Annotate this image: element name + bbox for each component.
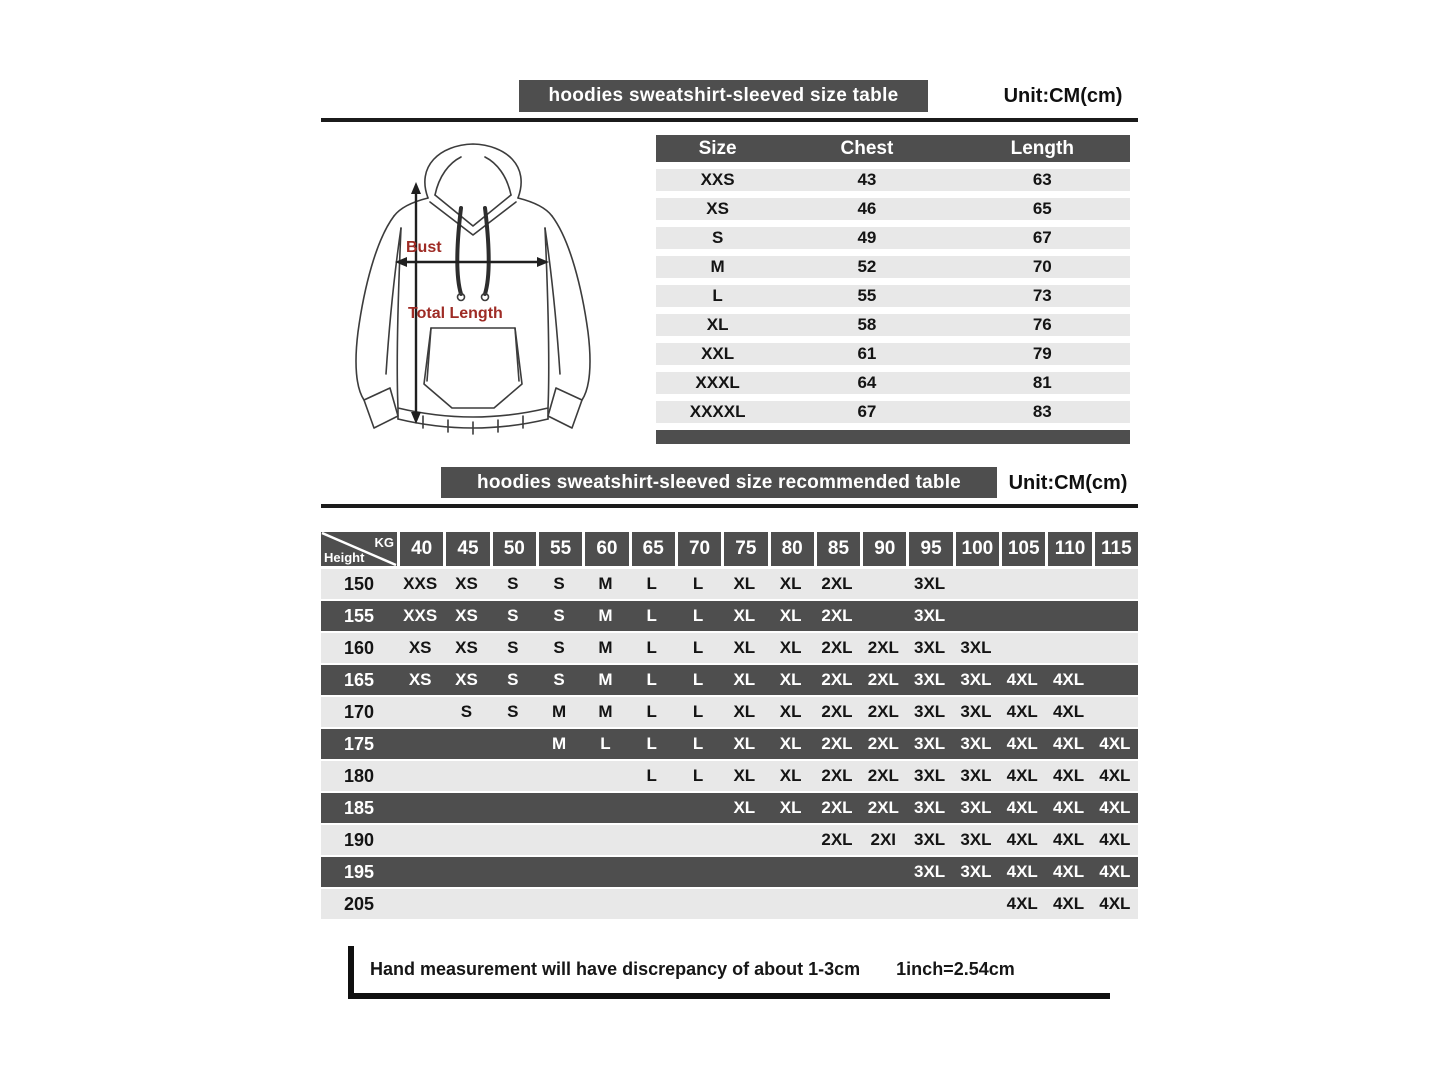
- matrix-row: [321, 825, 1138, 855]
- matrix-size-cell: L: [692, 766, 704, 785]
- matrix-size-cell: XL: [733, 798, 756, 817]
- matrix-size-cell: M: [598, 574, 613, 593]
- matrix-size-cell: L: [692, 574, 704, 593]
- matrix-size-cell: L: [692, 670, 704, 689]
- matrix-size-cell: L: [646, 734, 657, 753]
- matrix-size-cell: XXS: [403, 606, 438, 625]
- size-table-header-cell: Size: [698, 137, 737, 159]
- matrix-weight-header: 75: [724, 532, 767, 566]
- matrix-size-cell: S: [507, 638, 519, 657]
- size-table-cell: 76: [1032, 315, 1052, 334]
- matrix-size-cell: 3XL: [914, 606, 946, 625]
- matrix-weight-header: 45: [446, 532, 489, 566]
- total-length-label: Total Length: [408, 305, 503, 322]
- size-table-cell: 67: [1032, 228, 1052, 247]
- matrix-size-cell: 4XL: [1052, 702, 1085, 721]
- size-table-cell: XS: [706, 199, 729, 218]
- matrix-height-label: 205: [343, 893, 375, 914]
- matrix-size-cell: M: [552, 734, 567, 753]
- matrix-size-cell: 2XI: [870, 830, 897, 849]
- matrix-size-cell: S: [553, 670, 565, 689]
- matrix-size-cell: 3XL: [914, 638, 946, 657]
- size-table-cell: XXXL: [695, 373, 740, 392]
- size-table-footer-bar: [656, 430, 1130, 444]
- bust-label: Bust: [406, 239, 442, 256]
- matrix-size-cell: 4XL: [1099, 734, 1131, 753]
- matrix-size-cell: 4XL: [1052, 798, 1085, 817]
- matrix-size-cell: 2XL: [821, 606, 853, 625]
- matrix-row: [321, 729, 1138, 759]
- size-table-row: [656, 169, 1130, 191]
- matrix-size-cell: 4XL: [1052, 862, 1085, 881]
- matrix-size-cell: 3XL: [914, 702, 946, 721]
- size-table-cell: 64: [857, 373, 877, 392]
- matrix-corner-cell: [321, 532, 397, 566]
- matrix-size-cell: L: [646, 766, 657, 785]
- size-table-cell: 52: [857, 257, 877, 276]
- size-table-row: [656, 401, 1130, 423]
- pocket-outline: [424, 328, 522, 408]
- matrix-size-cell: L: [646, 670, 657, 689]
- size-table: [656, 135, 1130, 444]
- matrix-size-cell: XS: [455, 574, 478, 593]
- matrix-size-cell: 3XL: [914, 670, 946, 689]
- size-table-cell: XXS: [700, 170, 735, 189]
- matrix-height-label: 155: [343, 605, 375, 626]
- recommendation-matrix: [321, 532, 1138, 921]
- matrix-size-cell: M: [598, 638, 613, 657]
- divider-line-top: [321, 118, 1138, 122]
- matrix-size-cell: 4XL: [1006, 798, 1038, 817]
- matrix-size-cell: L: [692, 638, 704, 657]
- matrix-size-cell: XS: [455, 638, 478, 657]
- matrix-weight-header: 60: [585, 532, 628, 566]
- matrix-size-cell: 3XL: [960, 766, 992, 785]
- size-table-cell: 46: [857, 199, 877, 218]
- matrix-size-cell: 4XL: [1006, 894, 1038, 913]
- matrix-size-cell: L: [646, 702, 657, 721]
- matrix-weight-header: 95: [909, 532, 952, 566]
- matrix-size-cell: XL: [779, 798, 802, 817]
- size-table-cell: 43: [857, 170, 877, 189]
- matrix-size-cell: S: [507, 574, 519, 593]
- size-table-cell: 70: [1032, 257, 1052, 276]
- matrix-row: [321, 889, 1138, 919]
- matrix-size-cell: S: [553, 606, 565, 625]
- matrix-weight-header: 40: [400, 532, 443, 566]
- size-table-cell: XL: [706, 315, 729, 334]
- matrix-size-cell: L: [646, 638, 657, 657]
- size-table-cell: XXXXL: [689, 402, 746, 421]
- size-table-cell: 73: [1032, 286, 1052, 305]
- matrix-weight-header: 105: [1002, 532, 1045, 566]
- size-table-row: [656, 227, 1130, 249]
- matrix-size-cell: XL: [733, 702, 756, 721]
- size-table-row: [656, 314, 1130, 336]
- matrix-size-cell: 2XL: [821, 702, 853, 721]
- matrix-size-cell: 3XL: [914, 862, 946, 881]
- matrix-size-cell: 2XL: [821, 766, 853, 785]
- matrix-size-cell: S: [507, 702, 519, 721]
- matrix-size-cell: 2XL: [821, 638, 853, 657]
- matrix-height-label: 175: [343, 733, 375, 754]
- matrix-size-cell: 4XL: [1006, 766, 1038, 785]
- matrix-height-label: 160: [343, 637, 375, 658]
- size-table-cell: 58: [857, 315, 877, 334]
- hoodie-diagram: [328, 136, 618, 458]
- matrix-size-cell: 4XL: [1006, 830, 1038, 849]
- matrix-size-cell: L: [646, 606, 657, 625]
- matrix-size-cell: 4XL: [1099, 830, 1131, 849]
- matrix-size-cell: XL: [779, 734, 802, 753]
- total-length-arrow: [411, 182, 421, 424]
- matrix-size-cell: 3XL: [960, 830, 992, 849]
- size-table-cell: XXL: [701, 344, 735, 363]
- matrix-size-cell: XL: [779, 574, 802, 593]
- matrix-weight-header: 85: [817, 532, 860, 566]
- size-table-cell: 63: [1032, 170, 1052, 189]
- matrix-row: [321, 793, 1138, 823]
- matrix-size-cell: M: [598, 670, 613, 689]
- size-table-cell: M: [710, 257, 725, 276]
- matrix-body: [321, 569, 1138, 919]
- size-table-cell: 49: [857, 228, 877, 247]
- matrix-size-cell: 4XL: [1006, 670, 1038, 689]
- matrix-weight-header: 100: [956, 532, 999, 566]
- matrix-weight-header: 80: [771, 532, 814, 566]
- matrix-size-cell: 3XL: [914, 574, 946, 593]
- size-table-row: [656, 198, 1130, 220]
- matrix-size-cell: 3XL: [914, 734, 946, 753]
- matrix-weight-header: 70: [678, 532, 721, 566]
- matrix-size-cell: M: [598, 606, 613, 625]
- matrix-size-cell: 2XL: [867, 734, 899, 753]
- matrix-size-cell: 2XL: [821, 734, 853, 753]
- matrix-size-cell: S: [460, 702, 473, 721]
- matrix-height-label: 190: [343, 829, 375, 850]
- matrix-weight-header: 90: [863, 532, 906, 566]
- matrix-size-cell: XL: [779, 606, 802, 625]
- matrix-size-cell: 4XL: [1099, 798, 1131, 817]
- matrix-row: [321, 633, 1138, 663]
- matrix-size-cell: 2XL: [867, 702, 899, 721]
- divider-line-middle: [321, 504, 1138, 508]
- size-table-header-cell: Chest: [840, 137, 894, 159]
- svg-text:KG: KG: [374, 535, 394, 550]
- matrix-size-cell: XL: [733, 606, 756, 625]
- size-table-cell: 55: [857, 286, 877, 305]
- svg-text:Height: Height: [324, 550, 365, 565]
- size-table-cell: 81: [1032, 373, 1052, 392]
- hood-outline: [425, 144, 521, 198]
- matrix-size-cell: 2XL: [821, 798, 853, 817]
- size-table-row: [656, 372, 1130, 394]
- matrix-size-cell: 3XL: [960, 862, 992, 881]
- matrix-size-cell: 3XL: [960, 798, 992, 817]
- matrix-size-cell: 4XL: [1099, 894, 1131, 913]
- matrix-size-cell: 4XL: [1052, 830, 1085, 849]
- matrix-weight-header: 55: [539, 532, 582, 566]
- matrix-size-cell: 2XL: [867, 638, 899, 657]
- matrix-row: [321, 601, 1138, 631]
- matrix-header-row: [321, 532, 1138, 566]
- measurement-note: [348, 946, 1110, 999]
- matrix-size-cell: XL: [733, 670, 756, 689]
- size-table-cell: 67: [857, 402, 877, 421]
- matrix-size-cell: S: [507, 606, 519, 625]
- matrix-size-cell: XL: [779, 702, 802, 721]
- matrix-size-cell: L: [692, 606, 704, 625]
- matrix-size-cell: L: [646, 574, 657, 593]
- matrix-size-cell: 3XL: [914, 766, 946, 785]
- matrix-weight-header: 50: [493, 532, 536, 566]
- matrix-size-cell: 2XL: [867, 766, 899, 785]
- matrix-height-label: 165: [343, 669, 375, 690]
- matrix-height-label: 180: [343, 765, 375, 786]
- size-table-header: [656, 135, 1130, 162]
- matrix-row: [321, 569, 1138, 599]
- matrix-size-cell: M: [552, 702, 567, 721]
- recommended-table-unit: Unit:CM(cm): [1008, 472, 1128, 494]
- matrix-size-cell: 3XL: [914, 798, 946, 817]
- size-table-cell: L: [712, 286, 723, 305]
- matrix-height-label: 170: [343, 701, 375, 722]
- matrix-size-cell: 4XL: [1052, 766, 1085, 785]
- matrix-size-cell: 4XL: [1099, 766, 1131, 785]
- matrix-size-cell: 4XL: [1006, 862, 1038, 881]
- matrix-size-cell: XS: [408, 670, 432, 689]
- note-text: Hand measurement will have discrepancy of about 1-3cm: [370, 959, 861, 979]
- recommended-table-title: hoodies sweatshirt-sleeved size recommended table: [441, 467, 997, 498]
- size-table-title: hoodies sweatshirt-sleeved size table: [519, 80, 928, 112]
- matrix-size-cell: 2XL: [821, 670, 853, 689]
- size-table-row: [656, 285, 1130, 307]
- matrix-size-cell: L: [692, 734, 704, 753]
- size-table-body: [656, 169, 1130, 423]
- matrix-size-cell: XS: [455, 606, 478, 625]
- matrix-size-cell: XS: [455, 670, 478, 689]
- matrix-size-cell: 4XL: [1006, 734, 1038, 753]
- matrix-size-cell: 2XL: [821, 574, 853, 593]
- matrix-height-label: 150: [343, 573, 375, 594]
- matrix-size-cell: L: [600, 734, 611, 753]
- matrix-size-cell: 4XL: [1052, 894, 1085, 913]
- matrix-height-label: 195: [343, 861, 375, 882]
- matrix-size-cell: 4XL: [1052, 734, 1085, 753]
- matrix-size-cell: 4XL: [1006, 702, 1038, 721]
- matrix-size-cell: XL: [733, 734, 756, 753]
- matrix-size-cell: S: [553, 574, 565, 593]
- size-table-cell: 61: [857, 344, 877, 363]
- matrix-size-cell: 3XL: [960, 702, 992, 721]
- matrix-size-cell: 3XL: [914, 830, 946, 849]
- size-table-unit: Unit:CM(cm): [1003, 85, 1123, 107]
- matrix-size-cell: M: [598, 702, 613, 721]
- matrix-size-cell: 3XL: [960, 638, 992, 657]
- matrix-size-cell: XL: [779, 766, 802, 785]
- size-table-row: [656, 256, 1130, 278]
- matrix-size-cell: S: [507, 670, 519, 689]
- inch-conversion-text: 1inch=2.54cm: [896, 959, 1015, 979]
- matrix-size-cell: S: [553, 638, 565, 657]
- matrix-row: [321, 761, 1138, 791]
- matrix-size-cell: XL: [733, 638, 756, 657]
- matrix-row: [321, 665, 1138, 695]
- bust-arrow: [395, 257, 549, 267]
- matrix-size-cell: XL: [779, 670, 802, 689]
- size-table-cell: S: [711, 228, 724, 247]
- matrix-size-cell: L: [692, 702, 704, 721]
- matrix-size-cell: 4XL: [1099, 862, 1131, 881]
- matrix-size-cell: XXS: [403, 574, 438, 593]
- matrix-weight-header: 65: [632, 532, 675, 566]
- matrix-row: [321, 857, 1138, 887]
- matrix-size-cell: XL: [779, 638, 802, 657]
- matrix-weight-header: 110: [1048, 532, 1091, 566]
- size-table-cell: 83: [1032, 402, 1052, 421]
- size-table-header-cell: Length: [1010, 137, 1074, 159]
- matrix-size-cell: 2XL: [867, 670, 899, 689]
- matrix-size-cell: 2XL: [867, 798, 899, 817]
- matrix-weight-header: 115: [1095, 532, 1138, 566]
- matrix-size-cell: 2XL: [821, 830, 853, 849]
- matrix-size-cell: 3XL: [960, 734, 992, 753]
- matrix-height-label: 185: [343, 797, 375, 818]
- size-table-cell: 65: [1032, 199, 1052, 218]
- matrix-size-cell: XL: [733, 574, 756, 593]
- matrix-size-cell: XL: [733, 766, 756, 785]
- size-table-cell: 79: [1032, 344, 1052, 363]
- matrix-size-cell: 3XL: [960, 670, 992, 689]
- matrix-size-cell: 4XL: [1052, 670, 1085, 689]
- matrix-size-cell: XS: [408, 638, 432, 657]
- matrix-row: [321, 697, 1138, 727]
- size-table-row: [656, 343, 1130, 365]
